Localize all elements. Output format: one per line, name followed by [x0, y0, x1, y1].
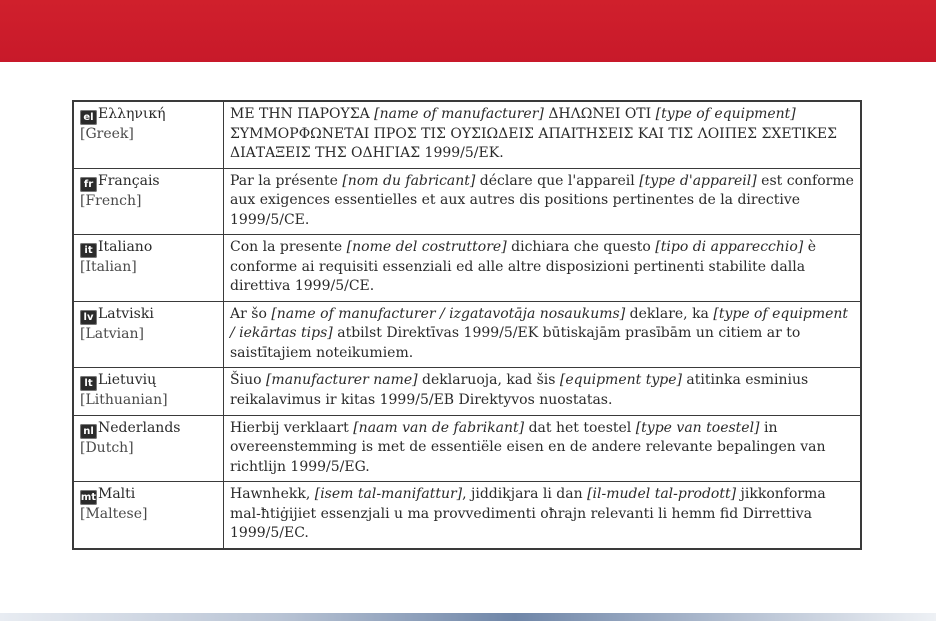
language-name: Ελληνική [98, 106, 166, 122]
text-part: jikkonforma mal-ħtiġijiet essenzjali u ma provvedimenti oħrajn relevanti li hemm fid Dirrettiva 1999/5/EC. [230, 486, 826, 541]
declaration-table [72, 100, 862, 550]
language-english-name: [Latvian] [80, 325, 144, 342]
text-part: déclare que l'appareil [475, 172, 640, 189]
language-name: Malti [98, 486, 136, 502]
equipment-placeholder: [type of equipment / iekārtas tips] [230, 305, 849, 341]
language-name: Latviski [98, 305, 154, 322]
language-flag-icon: nl [80, 424, 97, 439]
equipment-placeholder: [type van toestel] [635, 419, 760, 436]
declaration-text [224, 415, 862, 482]
language-name: Lietuvių [98, 372, 157, 388]
text-part: ΣΥΜΜΟΡΦΩΝΕΤΑΙ ΠΡΟΣ ΤΙΣ ΟΥΣΙΩΔΕΙΣ ΑΠΑΙΤΗΣΕΙΣ ΚΑΙ ΤΙΣ ΛΟΙΠΕΣ ΣΧΕΤΙΚΕΣ ΔΙΑΤΑΞΕΙΣ ΤΗΣ ΟΔΗΓΙΑΣ 1999/5/ΕΚ. [230, 125, 838, 161]
text-part: atbilst Direktīvas 1999/5/EK būtiskajām prasībām un citiem ar to saistītajiem noteikumiem. [230, 325, 801, 361]
text-part: ΜΕ ΤΗΝ ΠΑΡΟΥΣΑ [230, 106, 375, 122]
language-flag-icon: fr [80, 177, 97, 192]
table-row [73, 235, 861, 302]
language-cell [73, 235, 224, 302]
language-cell [73, 482, 224, 549]
language-cell [73, 168, 224, 235]
language-english-name: [Greek] [80, 126, 134, 142]
text-part: atitinka esminius reikalavimus ir kitas 1999/5/EB Direktyvos nuostatas. [230, 372, 809, 408]
language-name: Nederlands [98, 419, 181, 436]
declaration-text [224, 168, 862, 235]
text-part: è conforme ai requisiti essenziali ed alle altre disposizioni pertinenti stabilite dalla direttiva 1999/5/CE. [230, 239, 817, 294]
declaration-text [224, 235, 862, 302]
language-flag-icon: lt [80, 376, 97, 391]
language-name: Italiano [98, 239, 153, 255]
language-english-name: [Dutch] [80, 439, 134, 456]
manufacturer-placeholder: [name of manufacturer] [374, 106, 544, 122]
table-row [73, 101, 861, 168]
text-part: Par la présente [230, 172, 343, 189]
equipment-placeholder: [il-mudel tal-prodott] [587, 486, 737, 502]
manufacturer-placeholder: [nome del costruttore] [346, 239, 507, 255]
text-part: deklaruoja, kad šis [417, 372, 560, 388]
manufacturer-placeholder: [nom du fabricant] [342, 172, 476, 189]
declaration-text [224, 301, 862, 368]
language-cell [73, 368, 224, 416]
text-part: Hierbij verklaart [230, 419, 354, 436]
table-row [73, 301, 861, 368]
equipment-placeholder: [type d'appareil] [639, 172, 757, 189]
language-english-name: [French] [80, 192, 142, 209]
language-english-name: [Maltese] [80, 506, 148, 522]
declaration-text [224, 101, 862, 168]
equipment-placeholder: [tipo di apparecchio] [655, 239, 804, 255]
text-part: Ar šo [230, 305, 272, 322]
text-part: est conforme aux exigences essentielles et aux autres dis positions pertinentes de la directive 1999/5/CE. [230, 172, 854, 228]
table-row [73, 168, 861, 235]
language-english-name: [Lithuanian] [80, 392, 168, 408]
bottom-gradient-bar [0, 613, 936, 621]
language-cell [73, 301, 224, 368]
manufacturer-placeholder: [name of manufacturer / izgatavotāja nosaukums] [271, 305, 626, 322]
text-part: deklare, ka [625, 305, 714, 322]
text-part: Šiuo [230, 372, 266, 388]
table-row [73, 368, 861, 416]
equipment-placeholder: [equipment type] [559, 372, 682, 388]
text-part: ΔΗΛΩΝΕΙ ΟΤΙ [543, 106, 656, 122]
declaration-text [224, 368, 862, 416]
language-cell [73, 415, 224, 482]
table-row [73, 415, 861, 482]
language-cell [73, 101, 224, 168]
manufacturer-placeholder: [isem tal-manifattur] [314, 486, 463, 502]
language-flag-icon: lv [80, 310, 97, 325]
text-part: , jiddikjara li dan [462, 486, 588, 502]
top-banner [0, 0, 936, 62]
manufacturer-placeholder: [manufacturer name] [265, 372, 418, 388]
text-part: Hawnhekk, [230, 486, 315, 502]
language-english-name: [Italian] [80, 259, 137, 275]
text-part: in overeenstemming is met de essentiële eisen en de andere relevante bepalingen van richtlijn 1999/5/EG. [230, 419, 826, 475]
text-part: dichiara che questo [506, 239, 656, 255]
text-part: Con la presente [230, 239, 347, 255]
equipment-placeholder: [type of equipment] [655, 106, 796, 122]
declaration-text [224, 482, 862, 549]
table-row [73, 482, 861, 549]
language-name: Français [98, 172, 160, 189]
language-flag-icon: mt [80, 492, 97, 503]
language-flag-icon: el [80, 110, 97, 125]
language-flag-icon: it [80, 243, 97, 258]
manufacturer-placeholder: [naam van de fabrikant] [353, 419, 525, 436]
text-part: dat het toestel [524, 419, 636, 436]
